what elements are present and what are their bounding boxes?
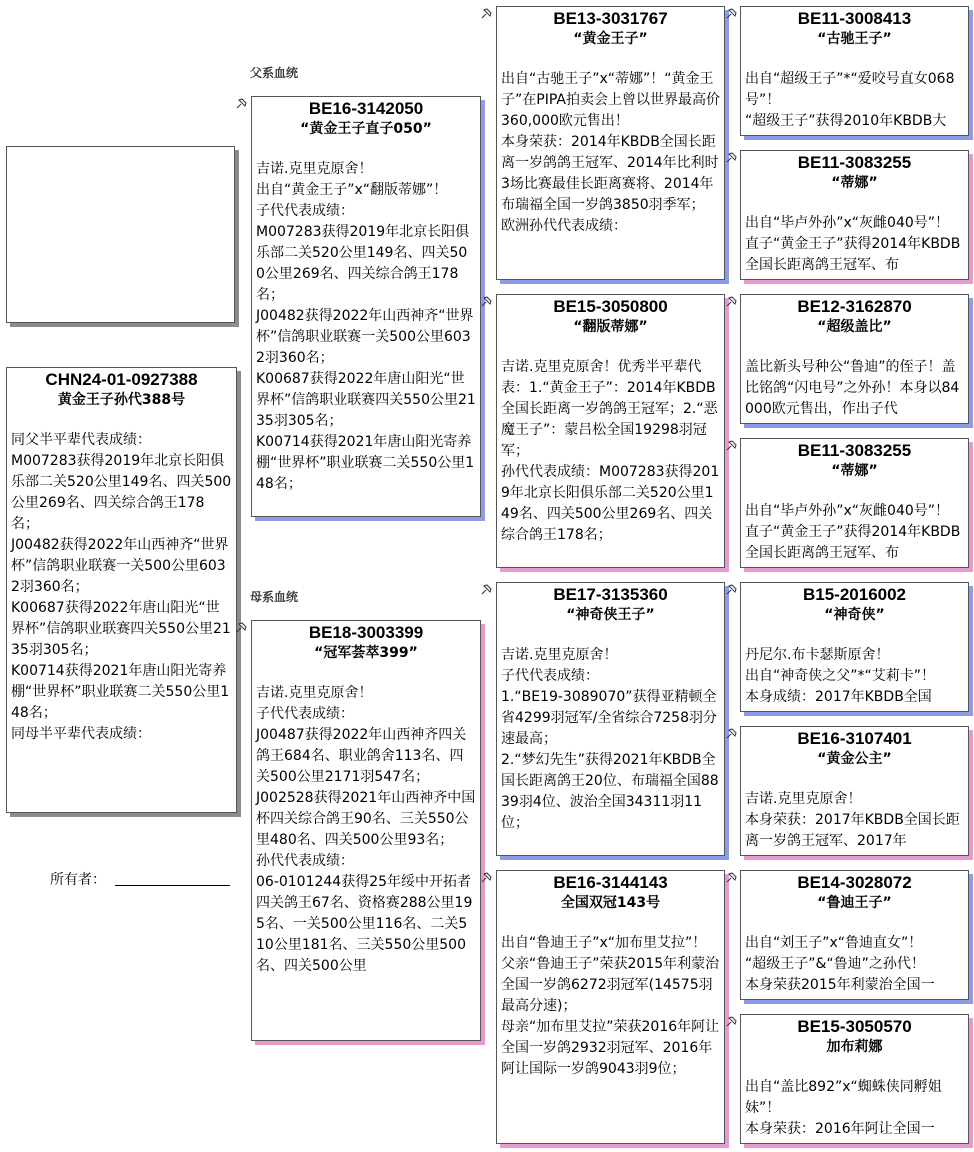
grandparent-card — [496, 582, 725, 856]
grandparent-name: “神奇侠王子” — [566, 607, 655, 623]
grandparent-ring: BE13-3031767 — [553, 9, 668, 28]
great-grandparent-name: “蒂娜” — [831, 463, 878, 479]
pushpin-icon — [726, 296, 737, 307]
photo-frame — [6, 146, 235, 323]
great-grandparent-card — [740, 294, 969, 424]
subject-desc: 同父半平辈代表成绩： M007283获得2019年北京长阳俱乐部二关520公里149名、四关500公里269名、四关综合鸽王178名； J00482获得2022年山西神齐“世界杯”信鸽职业联赛一关500公里6032羽360名； K00687获得2022年唐山阳光“世界杯”信鸽职业联赛四关550公里2135羽305名； K00714获得2021年唐山阳光寄养棚“世界杯”职业联赛二关550公里148名； 同母半平辈代表成绩： — [11, 432, 232, 742]
great-grandparent-card — [740, 150, 969, 280]
great-grandparent-ring: BE11-3083255 — [797, 153, 912, 172]
great-grandparent-ring: BE11-3008413 — [797, 9, 912, 28]
dam-name: “冠军荟萃399” — [314, 645, 418, 661]
grandparent-card — [496, 6, 725, 280]
great-grandparent-ring: BE11-3083255 — [797, 441, 912, 460]
pushpin-icon — [236, 98, 247, 109]
great-grandparent-desc: 出自“盖比892”x“蜘蛛侠同孵姐妹”！ 本身荣获：2016年阿让全国一 — [745, 1079, 942, 1137]
great-grandparent-name: “神奇侠” — [824, 607, 885, 623]
pushpin-icon — [481, 296, 492, 307]
great-grandparent-card — [740, 726, 969, 856]
pushpin-icon — [726, 728, 737, 739]
sire-card — [251, 96, 481, 517]
grandparent-desc: 吉诺.克里克原舍！ 子代代表成绩： 1.“BE19-3089070”获得亚精顿全省4299羽冠军/全省综合7258羽分速最高； 2.“梦幻先生”获得2021年KBDB全国长距离鸽王20位、布瑞福全国8839羽4位、波治全国34311羽11位； — [501, 647, 719, 831]
pushpin-icon — [726, 1016, 737, 1027]
great-grandparent-name: 加布莉娜 — [826, 1039, 883, 1055]
maternal-label: 母系血统 — [250, 590, 299, 604]
pushpin-icon — [726, 872, 737, 883]
grandparent-desc: 出自“鲁迪王子”x“加布里艾拉”！ 父亲“鲁迪王子”荣获2015年利蒙治全国一岁鸽6272羽冠军(14575羽最高分速)； 母亲“加布里艾拉”荣获2016年阿让全国一岁鸽2932羽冠军、2016年阿让国际一岁鸽9043羽9位； — [501, 935, 720, 1077]
great-grandparent-ring: BE12-3162870 — [797, 297, 912, 316]
great-grandparent-desc: 出自“毕卢外孙”x“灰雌040号”！ 直子“黄金王子”获得2014年KBDB全国长距离鸽王冠军、布 — [745, 215, 961, 273]
grandparent-card — [496, 870, 725, 1144]
sire-ring: BE16-3142050 — [308, 99, 424, 118]
pushpin-icon — [726, 440, 737, 451]
great-grandparent-ring: B15-2016002 — [802, 585, 907, 604]
great-grandparent-card — [740, 1014, 969, 1144]
great-grandparent-ring: BE14-3028072 — [797, 873, 912, 892]
subject-name: 黄金王子孙代388号 — [57, 392, 186, 408]
great-grandparent-desc: 吉诺.克里克原舍！ 本身荣获：2017年KBDB全国长距离一岁鸽王冠军、2017年 — [745, 791, 960, 849]
great-grandparent-desc: 盖比新头号种公“鲁迪”的侄子！盖比铭鸽“闪电号”之外孙！本身以84000欧元售出，作出子代 — [745, 359, 960, 417]
grandparent-ring: BE17-3135360 — [553, 585, 668, 604]
owner-line — [115, 885, 230, 886]
grandparent-desc: 出自“古驰王子”x“蒂娜”！“黄金王子”在PIPA拍卖会上曾以世界最高价360,000欧元售出！ 本身荣获：2014年KBDB全国长距离一岁鸽鸽王冠军、2014年比利时3场比赛最佳长距离赛将、2014年布瑞福全国一岁鸽3850羽季军； 欧洲孙代代表成绩： — [501, 71, 720, 234]
great-grandparent-desc: 丹尼尔.布卡瑟斯原舍！ 出自“神奇侠之父”*“艾莉卡”！ 本身成绩：2017年KBDB全国 — [745, 647, 936, 705]
grandparent-name: “黄金王子” — [573, 31, 648, 47]
grandparent-name: 全国双冠143号 — [560, 895, 661, 911]
grandparent-name: “翻版蒂娜” — [573, 319, 648, 335]
grandparent-card — [496, 294, 725, 568]
great-grandparent-name: “黄金公主” — [817, 751, 892, 767]
sire-desc: 吉诺.克里克原舍！ 出自“黄金王子”x“翻版蒂娜”！ 子代代表成绩： M007283获得2019年北京长阳俱乐部二关520公里149名、四关500公里269名、四关综合鸽王178名； J00482获得2022年山西神齐“世界杯”信鸽职业联赛一关500公里6032羽360名； K00687获得2022年唐山阳光“世界杯”信鸽职业联赛四关550公里2135羽305名； K00714获得2021年唐山阳光寄养棚“世界杯”职业联赛二关550公里148名； — [256, 161, 476, 492]
paternal-label: 父系血统 — [250, 66, 299, 80]
pushpin-icon — [726, 584, 737, 595]
great-grandparent-name: “古驰王子” — [817, 31, 892, 47]
pushpin-icon — [481, 584, 492, 595]
great-grandparent-desc: 出自“超级王子”*“爱咬号直女068号”！ “超级王子”获得2010年KBDB大 — [745, 71, 955, 129]
subject-card — [6, 367, 237, 813]
great-grandparent-card — [740, 6, 969, 136]
great-grandparent-name: “蒂娜” — [831, 175, 878, 191]
dam-ring: BE18-3003399 — [308, 623, 424, 642]
pushpin-icon — [236, 622, 247, 633]
great-grandparent-card — [740, 582, 969, 712]
dam-card — [251, 620, 481, 1041]
pushpin-icon — [481, 872, 492, 883]
sire-name: “黄金王子直子050” — [300, 121, 432, 137]
great-grandparent-name: “超级盖比” — [817, 319, 892, 335]
great-grandparent-name: “鲁迪王子” — [817, 895, 892, 911]
pushpin-icon — [481, 8, 492, 19]
great-grandparent-ring: BE15-3050570 — [797, 1017, 912, 1036]
dam-desc: 吉诺.克里克原舍！ 子代代表成绩： J00487获得2022年山西神齐四关鸽王684名、职业鸽舍113名、四关500公里2171羽547名； J002528获得2021年山西神齐中国杯四关综合鸽王90名、三关550公里480名、四关500公里93名； 孙代代表成绩： 06-0101244获得25年绥中开拓者四关鸽王67名、资格赛288公里195名、一关500公里116名、二关510公里181名、三关550公里500名、四关500公里 — [256, 685, 476, 974]
great-grandparent-card — [740, 438, 969, 568]
great-grandparent-card — [740, 870, 969, 1000]
great-grandparent-ring: BE16-3107401 — [797, 729, 912, 748]
grandparent-desc: 吉诺.克里克原舍！优秀半平辈代表：1.“黄金王子”：2014年KBDB全国长距离一岁鸽鸽王冠军；2.“恶魔王子”：蒙吕松全国19298羽冠军； 孙代代表成绩：M007283获得2019年北京长阳俱乐部二关520公里149名、四关500公里269名、四关综合鸽王178名； — [501, 359, 720, 543]
grandparent-ring: BE15-3050800 — [553, 297, 668, 316]
owner-label: 所有者： — [50, 872, 106, 888]
subject-ring: CHN24-01-0927388 — [45, 370, 198, 389]
pushpin-icon — [726, 152, 737, 163]
great-grandparent-desc: 出自“刘王子”x“鲁迪直女”！ “超级王子”&“鲁迪”之孙代！ 本身荣获2015年利蒙治全国一 — [745, 935, 935, 993]
great-grandparent-desc: 出自“毕卢外孙”x“灰雌040号”！ 直子“黄金王子”获得2014年KBDB全国长距离鸽王冠军、布 — [745, 503, 961, 561]
pushpin-icon — [726, 8, 737, 19]
grandparent-ring: BE16-3144143 — [553, 873, 668, 892]
